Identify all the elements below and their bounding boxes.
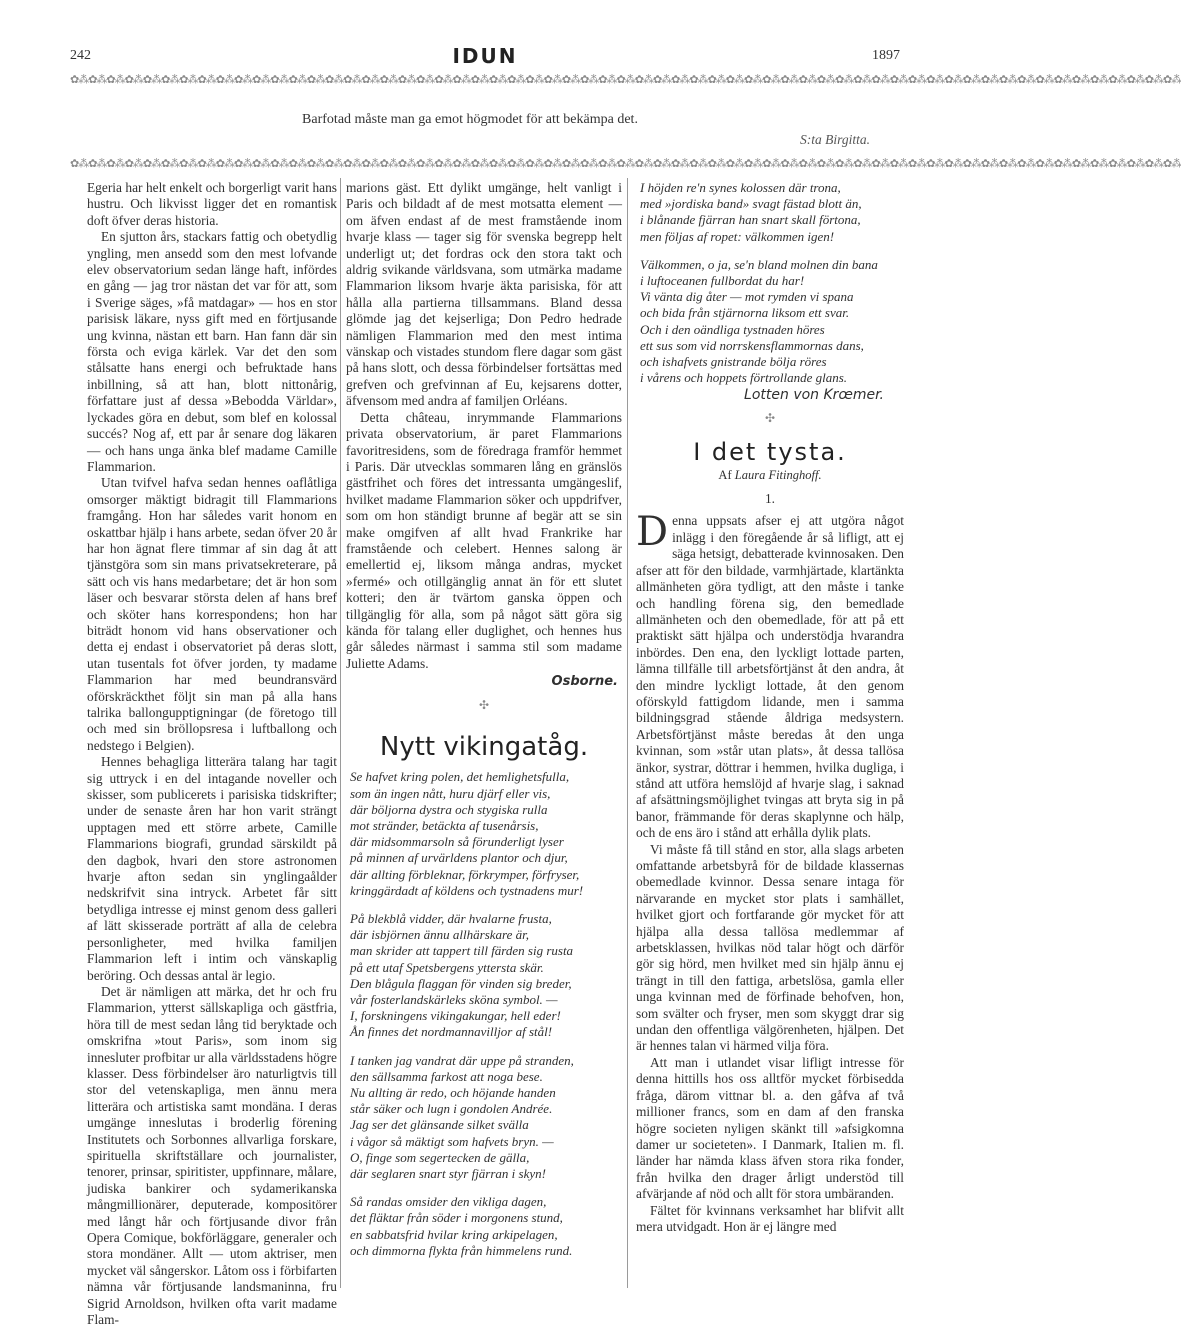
year: 1897: [872, 48, 900, 63]
motto-text: Barfotad måste man ga emot högmodet för att bekämpa det.: [302, 112, 638, 127]
byline: [636, 467, 904, 483]
page-number: 242: [70, 48, 91, 63]
poem-stanza: Så randas omsider den vikliga dagen, det fläktar från söder i morgonens stund, en sabbatsfrid hvilar kring arkipelagen, och dimmorna flykta från himmelens rund.: [350, 1194, 573, 1258]
paragraph: marions gäst. Ett dylikt umgänge, helt vanligt i Paris och bildadt af de mest motsatta element — om äfven endast af de mest framstående inom hvarje klass — tager sig för svenska begrepp helt underligt ut; det fordras ock den stora takt och aldrig svikande världsvana, som utmärka madame Flammarion liksom hvarje äkta parisiska, för att hålla alla partierna tillsammans. Bland dessa glömde jag det kejserliga; Don Pedro hedrade nämligen Flammarion med den mest intima vänskap och vistades stundom flere dagar som gäst på hans slott, och dessa förbindelser fortsättas med grefven och grefvinnan af Eu, kejsarens dotter, äfvensom med andra af familjen Orléans.: [346, 180, 622, 409]
byline-author: Laura Fitinghoff.: [734, 467, 822, 482]
drop-cap: D: [636, 509, 669, 556]
separator-star: ✣: [764, 410, 776, 425]
ornament-border-middle: ✿⁂✿⁂✿⁂✿⁂✿⁂✿⁂✿⁂✿⁂✿⁂✿⁂✿⁂✿⁂✿⁂✿⁂✿⁂✿⁂✿⁂✿⁂✿⁂✿⁂✿⁂✿⁂✿⁂✿⁂✿⁂✿⁂✿⁂✿⁂✿⁂✿⁂✿⁂✿⁂✿⁂✿⁂✿⁂✿⁂✿⁂✿⁂✿⁂✿⁂✿⁂✿⁂✿⁂✿⁂✿⁂✿⁂✿⁂✿⁂✿⁂✿⁂✿⁂✿⁂✿⁂✿⁂✿⁂✿⁂✿⁂✿⁂✿⁂✿⁂✿⁂: [70, 157, 1181, 170]
article-title: I det tysta.: [693, 438, 847, 467]
poem-stanza: Välkommen, o ja, se'n bland molnen din bana i luftoceanen fullbordat du har! Vi vänta dig åter — mot rymden vi spana och bida från stjärnorna liksom ett svar. Och i den oändliga tystnaden höres ett sus som vid norrskensflammornas dans, och ishafvets gnistrande bölja röres i vårens och hoppets förtrollande glans.: [640, 256, 878, 386]
page-header: [70, 44, 900, 74]
column-rule: [627, 178, 628, 1288]
paragraph: [636, 509, 904, 841]
masthead: IDUN: [452, 44, 518, 68]
column-1: [87, 180, 337, 1328]
ornament-border-top: ✿⁂✿⁂✿⁂✿⁂✿⁂✿⁂✿⁂✿⁂✿⁂✿⁂✿⁂✿⁂✿⁂✿⁂✿⁂✿⁂✿⁂✿⁂✿⁂✿⁂✿⁂✿⁂✿⁂✿⁂✿⁂✿⁂✿⁂✿⁂✿⁂✿⁂✿⁂✿⁂✿⁂✿⁂✿⁂✿⁂✿⁂✿⁂✿⁂✿⁂✿⁂✿⁂✿⁂✿⁂✿⁂✿⁂✿⁂✿⁂✿⁂✿⁂✿⁂✿⁂✿⁂✿⁂✿⁂✿⁂✿⁂✿⁂✿⁂✿⁂✿⁂: [70, 73, 1181, 86]
paragraph: Fältet för kvinnans verksamhet har blifvit allt mera utvidgadt. Hon är ej längre med: [636, 1202, 904, 1234]
column-2: [346, 180, 622, 1259]
paragraph: Det är nämligen att märka, det hr och fru Flammarion, ytterst sällskapliga och gästfria, höra till de mest sedan lång tid beryktade och omskrifna »tout Paris», som inom sig innesluter profbitar ur alla världsstadens högre klasser. Dess förbindelser äro naturligtvis till stor del vetenskapliga, men ännu mera litterära och artistiska samt mondäna. I deras umgänge inneslutas i broderlig förening Institutets och Sorbonnes allvarliga forskare, spirituella skriftställare och journalister, tenorer, prinsar, spiritister, uppfinnare, målare, judiska bankirer och sydamerikanska mångmillionärer, deputerade, kompositörer med långt hår och förtjusande divor från Opera Comique, bokförläggare, generaler och stora mondäner. Allt — utom aktriser, men mycket väl sångerskor. Låtom oss i förbifarten nämna vår förtjusande landsmaninna, fru Sigrid Arnoldson, hvilken ofta varit madame Flam-: [87, 983, 337, 1328]
paragraph: Hennes behagliga litterära talang har tagit sig uttryck i en del intagande noveller och skisser, som publicerets i parisiska tidskrifter; under de senaste åren har hon varit strängt upptagen med ett större arbete, Camille Flammarions biografi, grundad särskildt på den dagbok, hvari den store astronomen hvarje afton sedan sin ynglingaålder nedskrifvit sina intryck. Arbetet får sitt betydliga intresse ej minst genom dess galleri af lätt skisserade porträtt af alla de celebra personligheter, med hvilka familjen Flammarion left i intim och vänskaplig beröring. Och dessas antal är legio.: [87, 754, 337, 983]
poem-stanza: På blekblå vidder, där hvalarne frusta, där isbjörnen ännu allhärskare är, man skrider att tappert till färden sig rusta på ett utaf Spetsbergens yttersta skär. Den blågula flaggan för vinden sig breder, vår fosterlandskärleks sköna symbol. — I, forskningens vikingakungar, hell eder! Ån finnes det nordmannavilljor af stål!: [350, 911, 574, 1040]
paragraph: Att man i utlandet visar lifligt intresse för denna hittills hos oss alltför mycket förbisedda fråga, därom vittnar bl. a. den gåfva af två millioner francs, som en dam af den franska högre societen nyligen skänkt till »afsigkomna damer ur societeten». I Danmark, Italien m. fl. länder har nämda klass äfven stora rika fonder, från hvilka den drager årligt understöd till afvärjande af nöd och allt för stora umbäranden.: [636, 1054, 904, 1202]
article-signature: Osborne.: [551, 674, 618, 690]
paragraph: Vi måste få till stånd en stor, alla slags arbeten omfattande arbetsbyrå för de bildade klassernas obemedlade kvinnor. Dessa senare intaga för närvarande en mycket stor plats i samhället, hvilket gjort och fortfarande gör mycket för att hjälpa alla dessa tallösa medlemmar af arbetsklassen, hvilkas nöd talar högt och därför gör sig hörd, men hvilket med sin hjälp ännu ej trängt in till den fattiga, arbetslösa, gamla eller unga kvinnan med de förfinade behofven, hon, som svälter och fryser, men som skyggt drar sig undan den offentliga välgörenheten, hjälpen. Det är hennes talan vi härmed vilja föra.: [636, 841, 904, 1054]
column-3: [636, 180, 904, 1235]
byline-prefix: Af: [718, 467, 732, 482]
poem-stanza: I tanken jag vandrat där uppe på stranden, den sällsamma farkost att noga bese. Nu allting är redo, och höjande handen står säker och lugn i gondolen Andrée. Jag ser det glänsande silket svälla i vågor så mäktigt som hafvets bryn. — O, finge som segertecken de gälla, där seglaren snart styr fjärran i skyn!: [350, 1052, 574, 1182]
paragraph: Detta château, inrymmande Flammarions privata observatorium, är paret Flammarions favoritresidens, som de föredraga framför hemmet i Paris. Där utvecklas sommaren lång en gränslös gästfrihet och föres det intressanta umgängeslif, hvilket madame Flammarion söker och uppdrifver, som om hon ständigt brunne af begär att se sin make omgifven af allt hvad Frankrike har framstående och celebert. Hennes salong är emellertid ej, liksom många andras, mycket »fermé» och otillgänglig annat än för ett slutet kotteri; den är tvärtom ganska öppen och tillgänglig för alla, som på något sätt göra sig kända för talang eller duglighet, och hennes hus går således närmast i samma stil som madame Juliette Adams.: [346, 409, 622, 671]
paragraph-text: enna uppsats afser ej att utgöra något inlägg i den föregående år så lifligt, att ej säga hetsigt, debatterade kvinnosaken. Den afser att för den bildade, varmhjärtade, klartänkta allmänheten göra tydligt, att den måste i tanke och handling förena sig, den bemedlade allmänheten och den obemedlade, för att på ett praktiskt sätt hjälpa och understödja hvarandra inbördes. Den ena, den lyckligt lottade parten, lämna tillfälle till arbetsförtjänst åt den andra, åt den mindre lyckligt lottade, åt den genom oförskyld fattigdom lidande, men i samma bildningsgrad stående åldriga medsystern. Arbetsförtjänst måste beredas åt den unga kvinnan, som »står utan plats», åt dessa tallösa änkor, systrar, döttrar i hemmen, hvilka dugliga, i stånd att utföra hemslöjd af hvarje slag, i saknad af afsättningsmöjlighet tvingas att bryta sig in på banor, främmande för deras skaplynne och hälp, och de ens äro i stånd att erhålla dylik plats.: [636, 513, 904, 841]
motto-author: S:ta Birgitta.: [800, 132, 870, 147]
paragraph: En sjutton års, stackars fattig och obetydlig yngling, men ansedd som den mest lofvande elev observatorium sedan länge haft, infördes en gång — jag tror nästan det var för att, som i Sverige säges, »få matdagar» — hos en stor parisisk läkare, nyss gift med en förtjusande ung kvinna, nästan ett barn. Han fann där sin första och eviga kärlek. Var det den som stålsatte hans energi och befruktade hans inbillning, så att han, blott nittonårig, författare just af dessa »Bebodda Världar», lyckades göra en debut, som blef en kolossal succés? Nog af, ett par år senare dog läkaren — och hans unga änka blef madame Camille Flammarion.: [87, 229, 337, 474]
poem-signature: Lotten von Krœmer.: [744, 387, 884, 404]
poem-stanza: Se hafvet kring polen, det hemlighetsfulla, som än ingen nått, huru djärf eller vis, där böljorna dystra och stygiska rulla mot stränder, betäckta af tusenårsis, där midsommarsoln så förunderligt lyser på minnen af urvärldens plantor och djur, där allting förbleknar, förkrymper, förfryser, kringgärdadt af köldens och tystnadens mur!: [350, 769, 584, 898]
column-rule: [340, 178, 341, 1288]
poem-stanza: I höjden re'n synes kolossen där trona, med »jordiska band» svagt fästad blott än, i blånande fjärran han snart skall förtona, men följas af ropet: välkommen igen!: [640, 180, 862, 244]
section-number: 1.: [764, 491, 776, 507]
paragraph: Utan tvifvel hafva sedan hennes oaflåtliga omsorger mäktigt bidragit till Flammarions framgång. Hon har således varit honom en oskattbar hjälp i hans arbete, sedan öfver 20 år har hon ägnat flere timmar af sin dag åt att tjänstgöra som sin mans privatsekreterare, på sätt och vis hans medarbetare; det är hon som läser och besvarar största delen af hans bref och sköter hans korrespondens; hon har biträdt honom vid hans observationer och detta ej endast i observatoriet på deras slott, utan tusentals fot öfver jorden, ty madame Flammarion har med beundransvärd oförskräckthet följt sin man på alla hans talrika ballongupptigningar (de företogo till och med sin bröllopsresa i luftballong och nedstego i Belgien).: [87, 475, 337, 753]
separator-star: ✣: [478, 697, 490, 712]
poem-title: Nytt vikingatåg.: [379, 732, 589, 762]
paragraph: Egeria har helt enkelt och borgerligt varit hans hustru. Och likvisst ligger det en romantisk doft öfver deras historia.: [87, 180, 337, 228]
